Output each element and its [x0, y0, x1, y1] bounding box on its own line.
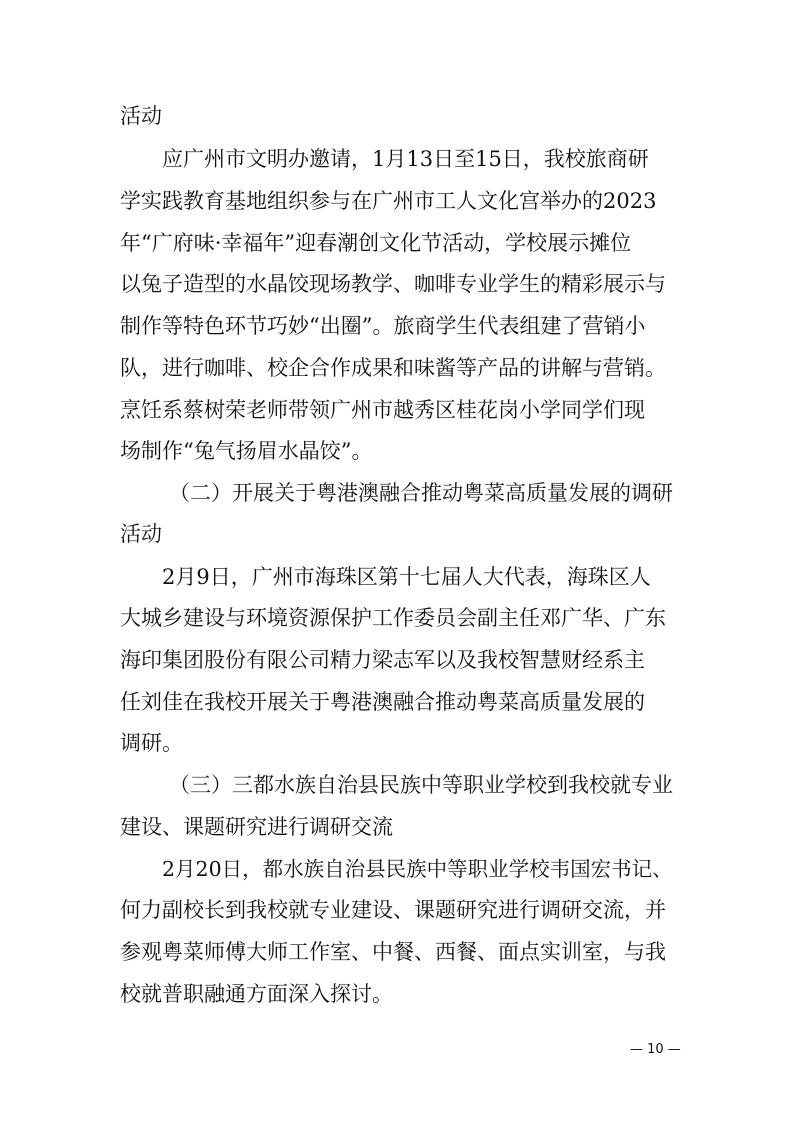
text-line: 校就普职融通方面深入探讨。 — [120, 982, 393, 1006]
paragraph-1-first-line: 应广州市文明办邀请，1月13日至15日，我校旅商研 — [162, 147, 649, 171]
page-number: — 10 — — [630, 1042, 681, 1057]
text-line: 活动 — [120, 104, 162, 128]
text-line: 海印集团股份有限公司精力梁志军以及我校智慧财经系主 — [120, 648, 645, 672]
section-heading-2: （二）开展关于粤港澳融合推动粤菜高质量发展的调研 — [169, 481, 673, 505]
paragraph-2-first-line: 2月9日，广州市海珠区第十七届人大代表，海珠区人 — [162, 565, 651, 589]
text-line: 参观粤菜师傅大师工作室、中餐、西餐、面点实训室，与我 — [120, 940, 666, 964]
text-line: 学实践教育基地组织参与在广州市工人文化宫举办的2023 — [120, 189, 657, 213]
text-line: 何力副校长到我校就专业建设、课题研究进行调研交流，并 — [120, 898, 666, 922]
paragraph-3-first-line: 2月20日，都水族自治县民族中等职业学校韦国宏书记、 — [162, 857, 673, 881]
text-line: 以兔子造型的水晶饺现场教学、咖啡专业学生的精彩展示与 — [120, 272, 666, 296]
text-line: 队，进行咖啡、校企合作成果和味酱等产品的讲解与营销。 — [120, 356, 666, 380]
section-heading-3: （三）三都水族自治县民族中等职业学校到我校就专业 — [169, 773, 673, 797]
text-line: 烹饪系蔡树荣老师带领广州市越秀区桂花岗小学同学们现 — [120, 398, 645, 422]
section-heading-3-cont: 建设、课题研究进行调研交流 — [120, 815, 393, 839]
text-line: 调研。 — [120, 731, 183, 755]
text-line: 制作等特色环节巧妙“出圈”。旅商学生代表组建了营销小 — [120, 314, 646, 338]
text-line: 年“广府味·幸福年”迎春潮创文化节活动，学校展示摊位 — [120, 231, 632, 255]
text-line: 大城乡建设与环境资源保护工作委员会副主任邓广华、广东 — [120, 606, 666, 630]
text-line: 场制作“兔气扬眉水晶饺”。 — [120, 439, 373, 463]
text-line: 任刘佳在我校开展关于粤港澳融合推动粤菜高质量发展的 — [120, 690, 645, 714]
section-heading-2-cont: 活动 — [120, 522, 162, 546]
